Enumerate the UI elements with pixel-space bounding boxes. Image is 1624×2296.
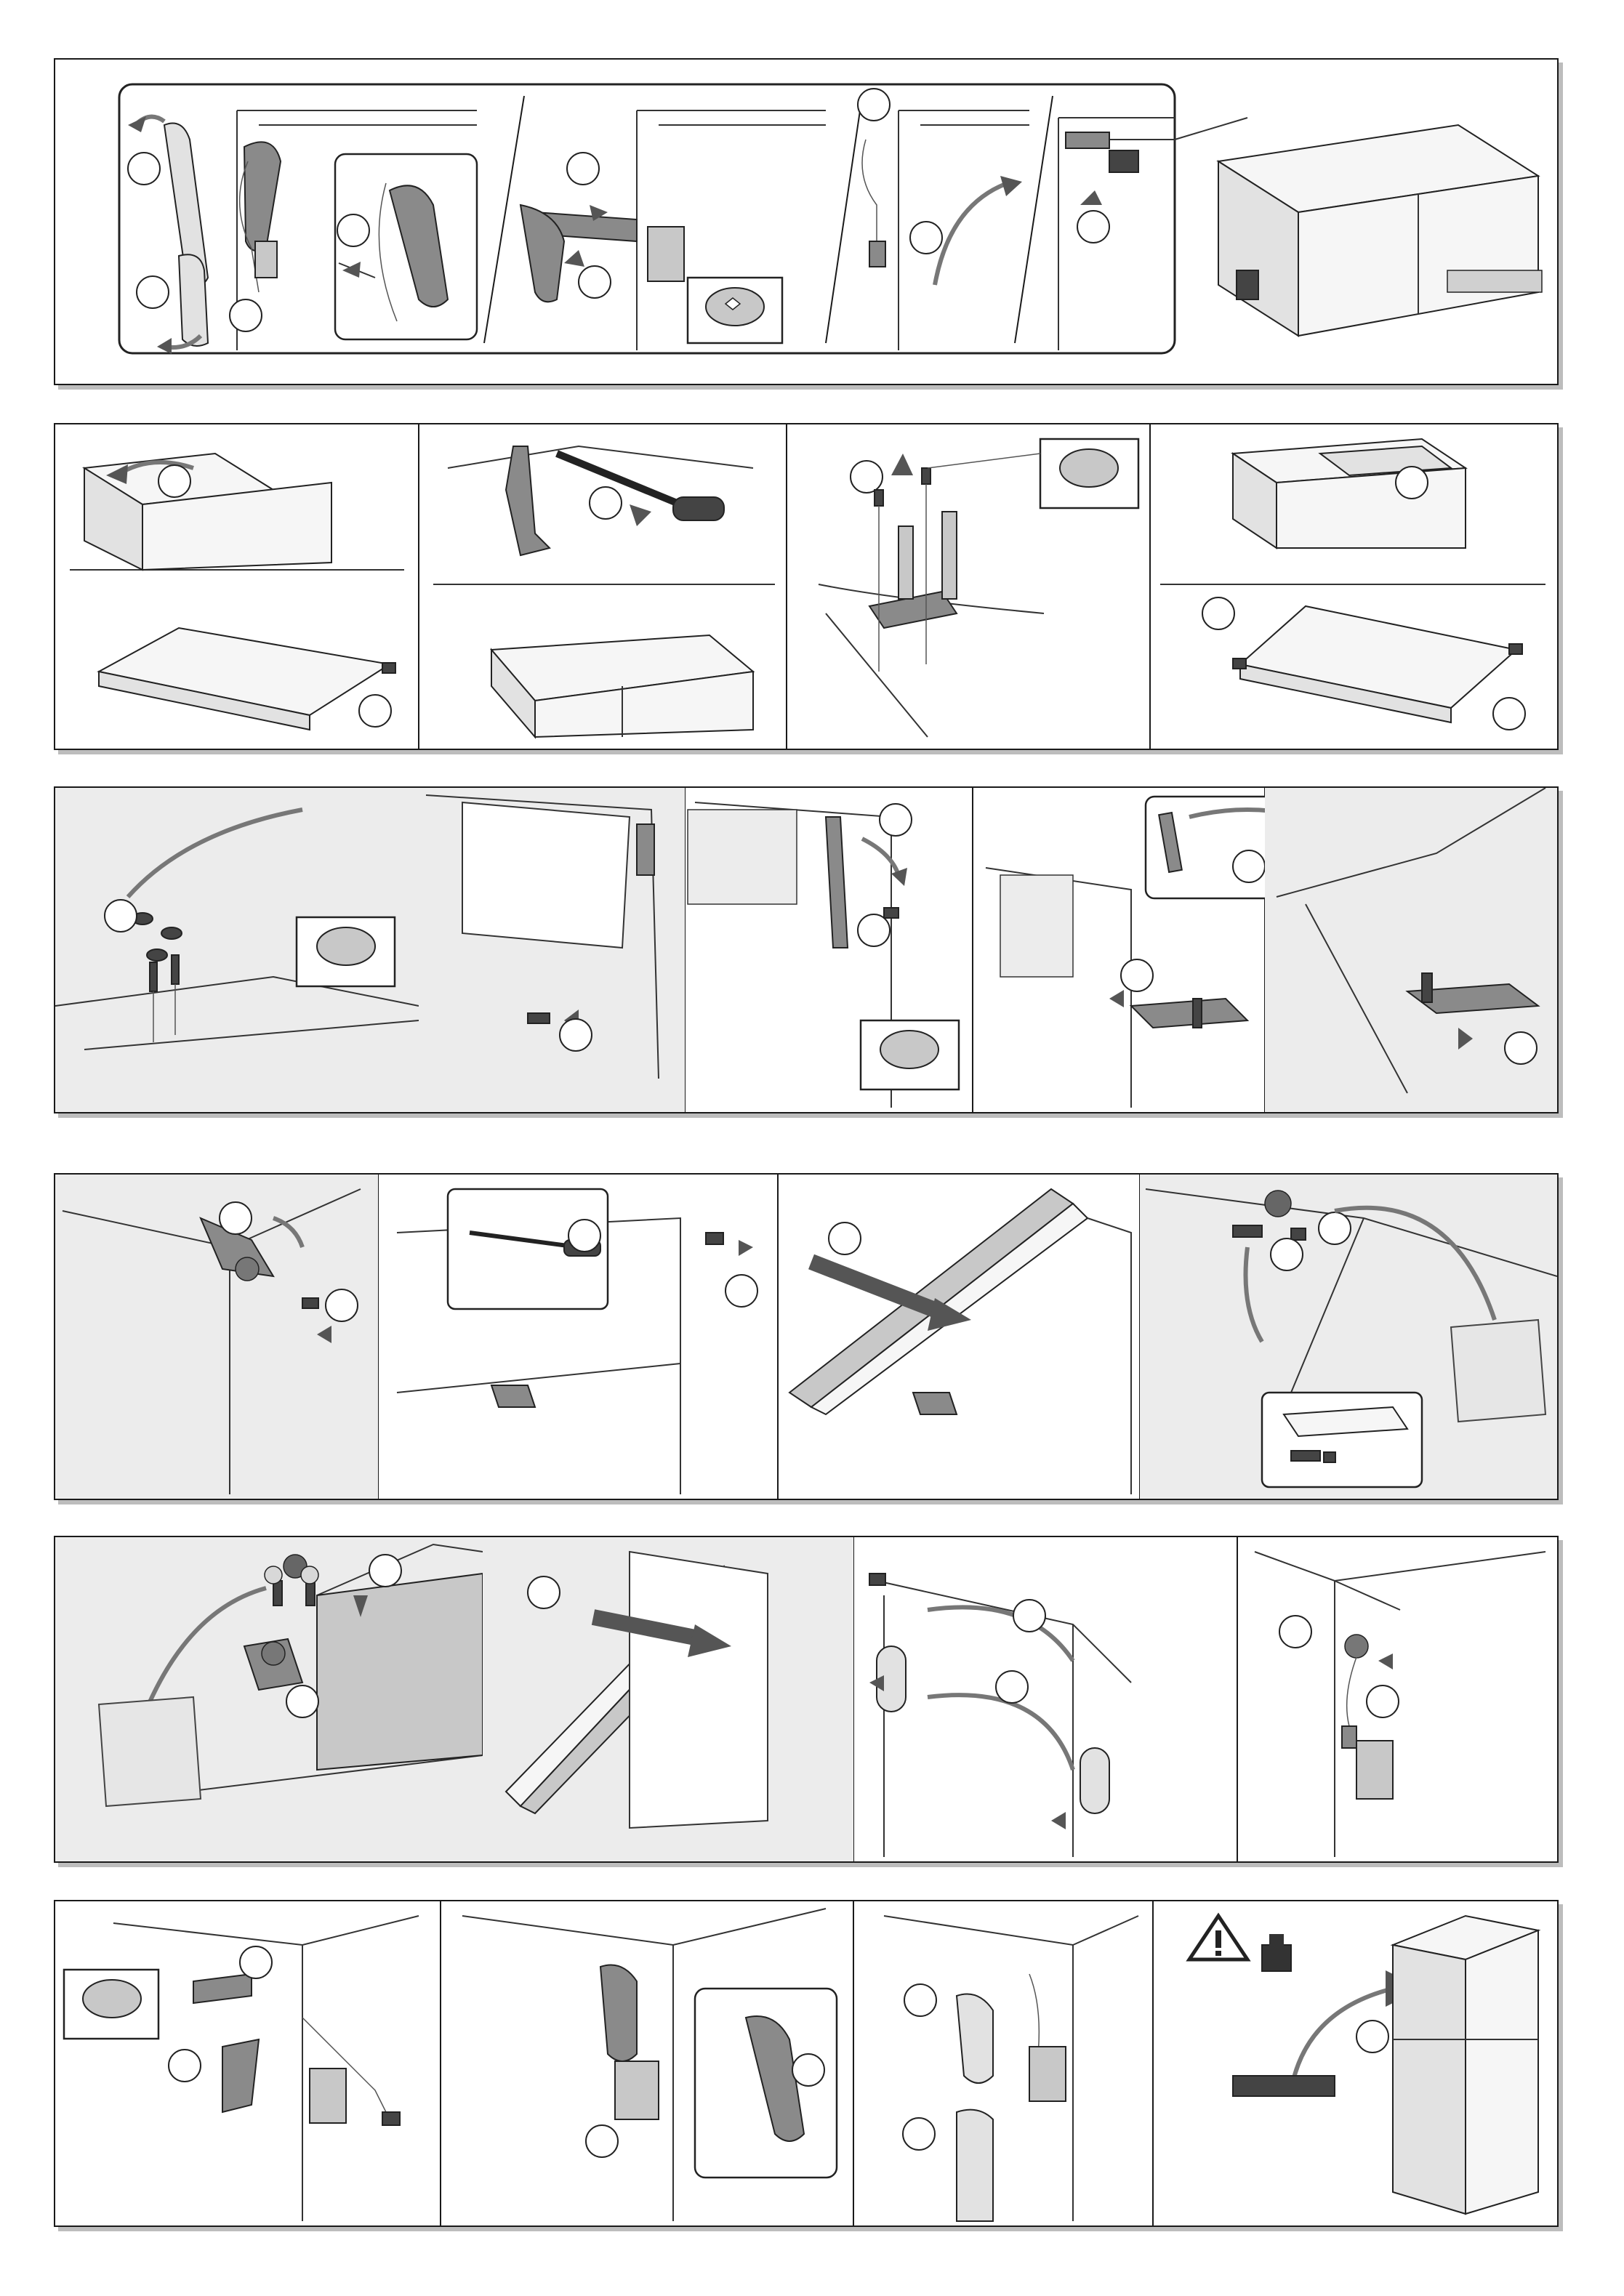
step-marker — [725, 1275, 757, 1307]
step-marker — [880, 804, 912, 836]
screw — [172, 955, 179, 984]
step-marker — [230, 299, 262, 331]
step-marker — [286, 1685, 318, 1717]
step-marker — [996, 1671, 1028, 1703]
hinge-socket — [615, 2061, 659, 2119]
hinge-plate — [1131, 999, 1247, 1028]
step-marker — [858, 914, 890, 946]
step-marker — [1505, 1032, 1537, 1064]
hinge-bracket — [826, 817, 848, 948]
step-marker — [1319, 1212, 1351, 1244]
torx-screw-head-icon — [880, 1031, 938, 1068]
hinge-cover-strip — [193, 1974, 252, 2003]
arrow-icon — [1051, 1812, 1066, 1829]
screw — [273, 1581, 282, 1606]
row-4 — [54, 1173, 1559, 1500]
arrow-icon — [891, 454, 913, 475]
hinge-cover-top — [957, 1994, 993, 2084]
row-1-illustration — [55, 60, 1557, 384]
step-marker — [1202, 597, 1234, 629]
hinge-pin — [637, 824, 654, 875]
row-2-illustration — [55, 424, 1557, 749]
torx-screw-head-icon — [317, 927, 375, 965]
step-marker — [560, 1019, 592, 1051]
hinge-socket — [310, 2069, 346, 2123]
step-marker — [105, 900, 137, 932]
step-marker — [128, 153, 160, 185]
parts-bag-icon — [1451, 1320, 1545, 1422]
step-marker — [137, 276, 169, 308]
arrow-icon — [891, 868, 907, 886]
row-6 — [54, 1900, 1559, 2227]
step-marker — [567, 153, 599, 185]
hinge-bracket — [491, 1385, 535, 1407]
hinge-cover-bottom — [179, 254, 208, 346]
step-marker — [158, 465, 190, 497]
hinge-socket — [1029, 2047, 1066, 2101]
fridge-freezer — [1466, 1930, 1538, 2214]
screw — [875, 490, 883, 506]
step-marker — [1121, 959, 1153, 991]
step-marker — [579, 266, 611, 298]
appliance-foot — [1237, 270, 1258, 299]
screw — [869, 1574, 885, 1585]
hinge-bracket — [506, 446, 550, 555]
step-marker — [1279, 1616, 1311, 1648]
row-5 — [54, 1536, 1559, 1863]
step-marker — [829, 1222, 861, 1254]
arrow-icon — [1378, 1653, 1393, 1669]
row-3-illustration — [55, 788, 1557, 1112]
hinge-bracket — [600, 1965, 637, 2062]
step-marker — [851, 461, 883, 493]
step-marker — [1396, 467, 1428, 499]
transport-bar — [1233, 2076, 1335, 2096]
step-marker — [1493, 698, 1525, 730]
plug-cap — [161, 927, 182, 939]
row-1 — [54, 58, 1559, 385]
step-marker — [1233, 850, 1265, 882]
plug-socket — [1109, 150, 1138, 172]
screw — [382, 663, 395, 673]
hinge-socket — [648, 227, 684, 281]
screw — [884, 908, 899, 918]
hinge-cover-bottom — [957, 2110, 993, 2221]
bolt — [1233, 1225, 1262, 1237]
screw — [922, 468, 930, 484]
step-marker — [220, 1202, 252, 1234]
screw — [528, 1013, 550, 1023]
step-marker — [590, 487, 622, 519]
step-marker — [568, 1220, 600, 1252]
step-marker — [904, 1984, 936, 2016]
step-marker — [910, 222, 942, 254]
connector — [255, 241, 277, 278]
arrow-icon — [630, 504, 651, 526]
row-3 — [54, 786, 1559, 1113]
step-marker — [858, 89, 890, 121]
step-marker — [1077, 211, 1109, 243]
step-marker — [1271, 1238, 1303, 1270]
screw — [1233, 658, 1246, 669]
parts-bag-icon — [99, 1697, 201, 1806]
row-2 — [54, 423, 1559, 750]
step-marker — [169, 2050, 201, 2082]
hinge-socket — [1356, 1741, 1393, 1799]
row-5-illustration — [55, 1537, 1557, 1861]
screw — [706, 1233, 723, 1244]
row-6-illustration — [55, 1901, 1557, 2225]
step-marker — [1356, 2021, 1388, 2053]
hinge-plate — [222, 2039, 259, 2112]
step-marker — [240, 1946, 272, 1978]
screw — [150, 962, 157, 991]
step-marker — [792, 2054, 824, 2086]
step-marker — [1367, 1685, 1399, 1717]
step-marker — [359, 695, 391, 727]
step-marker — [337, 214, 369, 246]
bolt-detail-callout — [1262, 1393, 1422, 1487]
step-marker — [369, 1555, 401, 1587]
step-marker — [1013, 1600, 1045, 1632]
screw — [302, 1298, 318, 1308]
step-marker — [326, 1289, 358, 1321]
cable-grommet — [1066, 132, 1109, 148]
lid-side — [317, 1574, 483, 1770]
torx-screw-head-icon — [1060, 449, 1118, 487]
torx-screw-head-icon — [83, 1980, 141, 2018]
nut — [1291, 1228, 1306, 1240]
hinge-bracket — [913, 1393, 957, 1414]
freezer-lid — [789, 1189, 1073, 1407]
cable-grommet — [1345, 1635, 1368, 1658]
step-marker — [528, 1576, 560, 1608]
step-marker — [903, 2118, 935, 2150]
screw — [1509, 644, 1522, 654]
screwdriver-icon — [673, 497, 724, 520]
step-marker — [586, 2125, 618, 2157]
hinge-pins — [899, 512, 957, 599]
weight-icon — [1262, 1945, 1291, 1971]
hinge-cover — [1080, 1748, 1109, 1813]
row-4-illustration — [55, 1175, 1557, 1499]
arrow-icon — [1109, 990, 1124, 1007]
cable-connector — [869, 241, 885, 267]
arrow-icon — [739, 1240, 753, 1256]
screw — [306, 1581, 315, 1606]
